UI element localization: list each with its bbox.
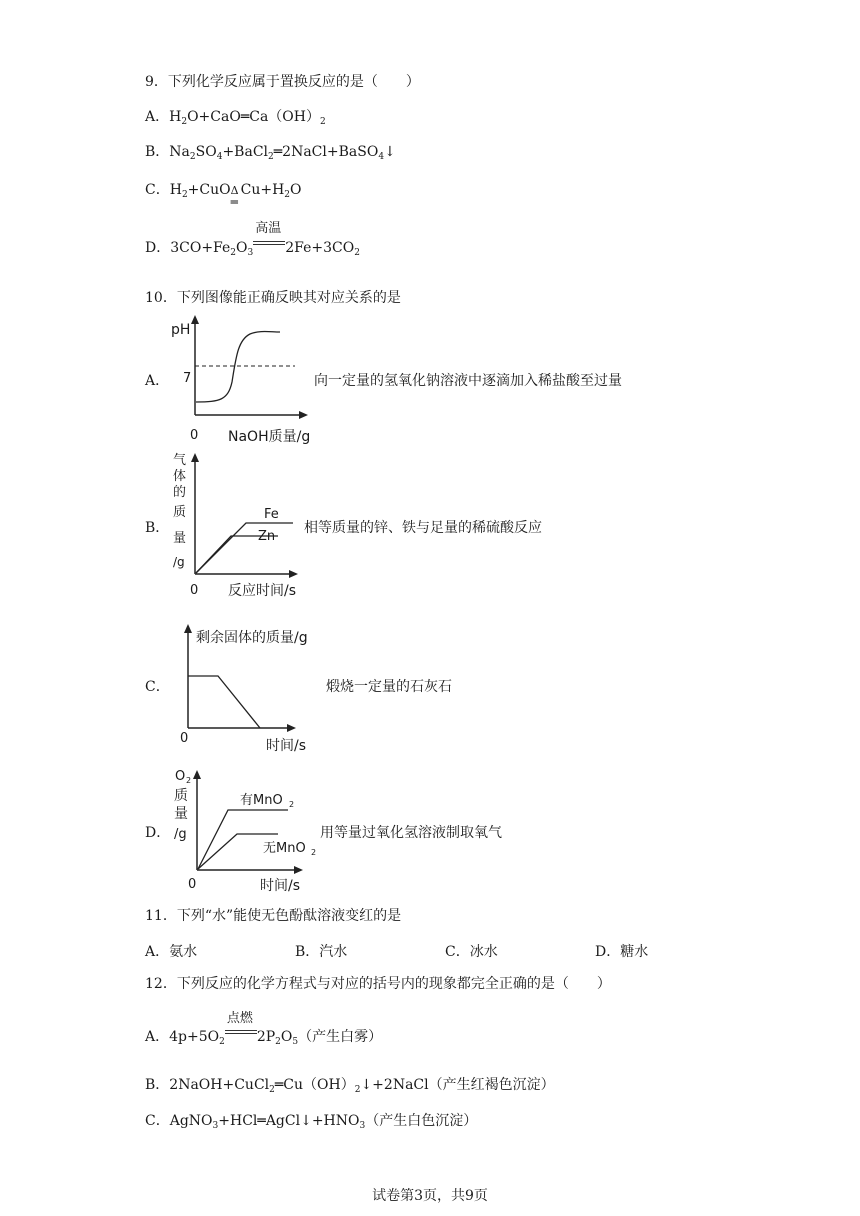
gas-mass-graph [168, 450, 308, 600]
svg-text:质: 质 [173, 505, 187, 520]
y-axis-label: 剩余固体的质量/g [196, 630, 308, 646]
svg-text:/g: /g [173, 555, 185, 569]
svg-text:的: 的 [173, 485, 187, 500]
q10-option-d-label: D． [145, 825, 171, 841]
ignite-condition: 点燃 [226, 1011, 253, 1026]
q9-option-a: A．$H_2O+CaO═Ca(OH)_2$ [145, 109, 326, 127]
q9-option-c: C．$H_2+CuO$ Δ ═ $Cu+H_2O$ [145, 182, 302, 209]
svg-text:量: 量 [174, 806, 188, 822]
oxygen-mass-graph [168, 762, 328, 898]
q10-option-c-desc: 煅烧一定量的石灰石 [326, 679, 452, 695]
svg-text:2: 2 [289, 800, 295, 809]
q11-option-b: B．汽水 [295, 944, 348, 960]
ph-axis-label: pH [171, 322, 191, 338]
page-footer: 试卷第3页，共9页 [372, 1188, 488, 1204]
q11-option-a: A．氨水 [145, 944, 198, 960]
svg-text:2: 2 [311, 848, 317, 857]
q10-option-c-label: C． [145, 679, 170, 695]
q10-stem: 10．下列图像能正确反映其对应关系的是 [145, 290, 401, 306]
x-axis-label: 时间/s [260, 878, 301, 894]
svg-text:体: 体 [173, 469, 187, 484]
x-axis-label: 时间/s [266, 738, 307, 754]
x-axis-label: 反应时间/s [228, 583, 297, 599]
svg-text:0: 0 [188, 877, 197, 892]
q10-option-b-label: B． [145, 520, 170, 536]
q9-option-b: B．$Na_2SO_4+BaCl_2═2NaCl+BaSO_4↓$ [145, 144, 396, 162]
svg-text:0: 0 [180, 731, 189, 746]
q10-option-a-label: A． [145, 373, 170, 389]
with-catalyst-label: 有MnO [240, 793, 283, 808]
q9-stem: 9．下列化学反应属于置换反应的是（ ） [145, 74, 420, 90]
q11-stem: 11．下列“水”能使无色酚酞溶液变红的是 [145, 908, 402, 924]
residual-solid-graph [168, 620, 328, 758]
q10-option-d-desc: 用等量过氧化氢溶液制取氧气 [320, 825, 502, 841]
without-catalyst-label: 无MnO [263, 841, 306, 856]
svg-text:0: 0 [190, 583, 199, 598]
high-temp-condition: 高温 [255, 221, 282, 236]
q12-option-c: C．$AgNO_3+HCl═AgCl↓+HNO_3$（产生白色沉淀） [145, 1113, 478, 1131]
q12-option-a: A．$4p+5O_2$ 点燃 $2P_2O_5$（产生白雾） [145, 1011, 383, 1047]
q11-option-c: C．冰水 [445, 944, 498, 960]
zn-curve-label: Zn [258, 529, 276, 544]
q10-option-a-desc: 向一定量的氢氧化钠溶液中逐滴加入稀盐酸至过量 [314, 373, 622, 389]
q11-option-d: D．糖水 [595, 944, 649, 960]
q9-option-d: D．$3CO+Fe_2O_3$ 高温 $2Fe+3CO_2$ [145, 221, 360, 258]
svg-text:气: 气 [173, 453, 187, 468]
q10-option-b-desc: 相等质量的锌、铁与足量的稀硫酸反应 [304, 520, 542, 536]
ph-curve-graph [168, 312, 318, 447]
svg-text:质: 质 [174, 788, 188, 804]
q12-option-b: B．$2NaOH+CuCl_2═Cu(OH)_2↓+2NaCl$（产生红褐色沉淀） [145, 1077, 555, 1095]
ph-tick-7: 7 [183, 371, 192, 386]
heat-condition: Δ [230, 184, 239, 197]
origin-label: 0 [190, 428, 199, 443]
svg-text:/g: /g [174, 827, 187, 842]
svg-text:O: O [175, 769, 186, 784]
svg-text:量: 量 [173, 531, 187, 546]
fe-curve-label: Fe [264, 507, 279, 522]
svg-text:2: 2 [186, 776, 192, 785]
q12-stem: 12．下列反应的化学方程式与对应的括号内的现象都完全正确的是（ ） [145, 976, 611, 992]
x-axis-label: NaOH质量/g [228, 429, 311, 445]
